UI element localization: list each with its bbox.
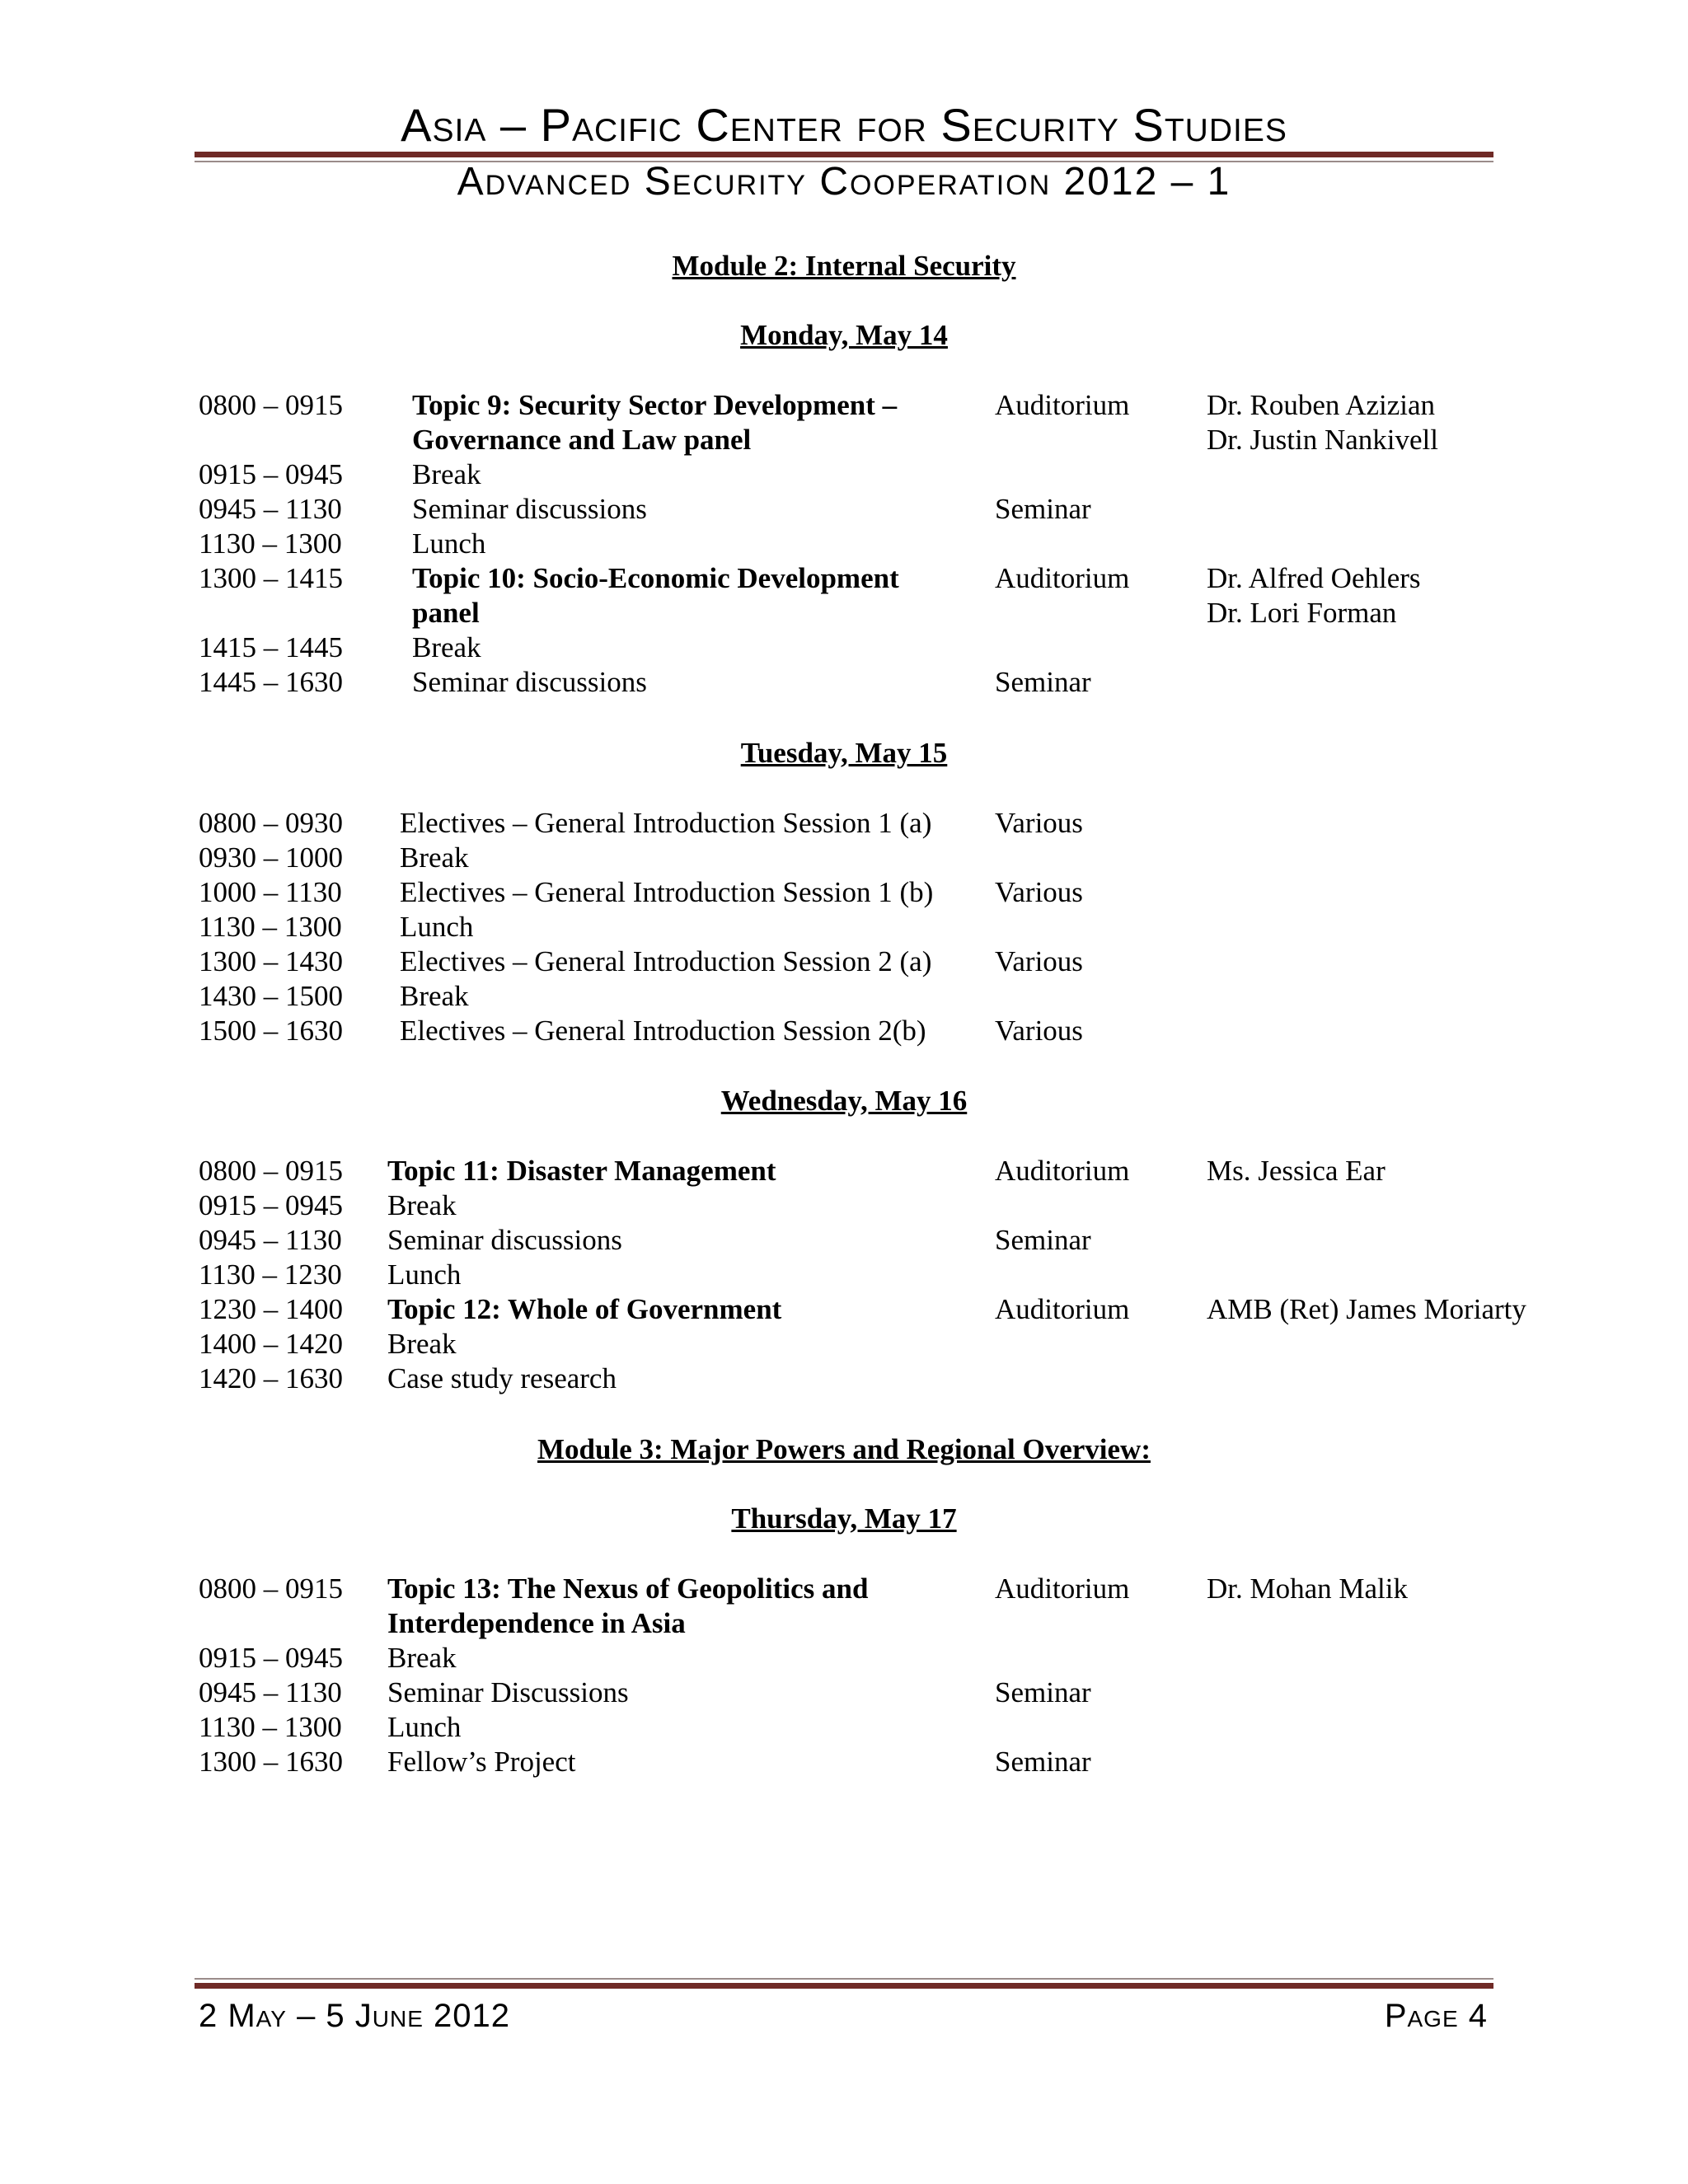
document-title: Asia – Pacific Center for Security Studies <box>401 99 1287 151</box>
session-title: Break <box>412 458 481 490</box>
location: Seminar <box>995 1224 1091 1256</box>
time-slot: 0915 – 0945 <box>199 1189 343 1221</box>
schedule-row <box>0 1745 1688 1814</box>
time-slot: 1445 – 1630 <box>199 666 343 698</box>
speaker: AMB (Ret) James Moriarty <box>1207 1293 1526 1325</box>
session-title: Electives – General Introduction Session 2(b) <box>400 1015 926 1047</box>
day-heading-tuesday: Tuesday, May 15 <box>740 737 948 769</box>
session-title: Topic 10: Socio-Economic Development <box>412 562 899 594</box>
page-number: Page 4 <box>1384 1998 1488 2034</box>
time-slot: 1130 – 1300 <box>199 911 342 943</box>
schedule-row <box>0 1361 1688 1431</box>
day-heading-monday: Monday, May 14 <box>740 319 948 351</box>
time-slot: 1130 – 1300 <box>199 1711 342 1743</box>
session-title-cont: Interdependence in Asia <box>387 1607 686 1639</box>
session-title: Break <box>387 1328 457 1360</box>
schedule-row <box>0 561 1688 630</box>
session-title-cont: Governance and Law panel <box>412 424 752 456</box>
time-slot: 1130 – 1300 <box>199 527 342 560</box>
location: Seminar <box>995 493 1091 525</box>
session-title: Topic 9: Security Sector Development – <box>412 389 898 421</box>
session-title: Topic 11: Disaster Management <box>387 1155 776 1187</box>
schedule-row <box>0 1014 1688 1083</box>
session-title: Electives – General Introduction Session 1 (a) <box>400 807 932 839</box>
session-title-cont: panel <box>412 597 480 629</box>
session-title: Seminar discussions <box>387 1224 622 1256</box>
speaker: Ms. Jessica Ear <box>1207 1155 1386 1187</box>
footer-dates: 2 May – 5 June 2012 <box>199 1998 510 2034</box>
session-title: Seminar Discussions <box>387 1676 629 1708</box>
day-heading-thursday: Thursday, May 17 <box>731 1502 957 1535</box>
location: Auditorium <box>995 1293 1130 1325</box>
schedule-row <box>0 388 1688 457</box>
session-title: Lunch <box>400 911 474 943</box>
time-slot: 0800 – 0915 <box>199 1572 343 1605</box>
session-title: Case study research <box>387 1362 617 1394</box>
speaker: Dr. Rouben Azizian <box>1207 389 1436 421</box>
location: Auditorium <box>995 1572 1130 1605</box>
schedule-row <box>0 1572 1688 1641</box>
time-slot: 1300 – 1415 <box>199 562 343 594</box>
speaker: Dr. Mohan Malik <box>1207 1572 1409 1605</box>
location: Seminar <box>995 666 1091 698</box>
time-slot: 1400 – 1420 <box>199 1328 343 1360</box>
location: Seminar <box>995 1676 1091 1708</box>
location: Auditorium <box>995 389 1130 421</box>
time-slot: 0800 – 0930 <box>199 807 343 839</box>
session-title: Lunch <box>387 1258 462 1291</box>
document-subtitle: Advanced Security Cooperation 2012 – 1 <box>457 160 1231 204</box>
session-title: Electives – General Introduction Session 1 (b) <box>400 876 934 908</box>
session-title: Break <box>400 841 469 874</box>
day-heading-wednesday: Wednesday, May 16 <box>720 1085 968 1117</box>
session-title: Seminar discussions <box>412 666 647 698</box>
time-slot: 0930 – 1000 <box>199 841 343 874</box>
session-title: Electives – General Introduction Session 2 (a) <box>400 945 932 977</box>
schedule-row <box>0 665 1688 734</box>
location: Various <box>995 876 1083 908</box>
time-slot: 0915 – 0945 <box>199 458 343 490</box>
location: Various <box>995 807 1083 839</box>
speaker: Dr. Lori Forman <box>1207 597 1397 629</box>
time-slot: 1130 – 1230 <box>199 1258 342 1291</box>
time-slot: 1420 – 1630 <box>199 1362 343 1394</box>
time-slot: 0945 – 1130 <box>199 493 342 525</box>
session-title: Break <box>400 980 469 1012</box>
time-slot: 1300 – 1630 <box>199 1746 343 1778</box>
session-title: Fellow’s Project <box>387 1746 576 1778</box>
time-slot: 1300 – 1430 <box>199 945 343 977</box>
location: Seminar <box>995 1746 1091 1778</box>
location: Various <box>995 945 1083 977</box>
time-slot: 0800 – 0915 <box>199 1155 343 1187</box>
session-title: Break <box>387 1189 457 1221</box>
session-title: Lunch <box>387 1711 462 1743</box>
location: Various <box>995 1015 1083 1047</box>
session-title: Break <box>387 1642 457 1674</box>
time-slot: 0915 – 0945 <box>199 1642 343 1674</box>
time-slot: 1000 – 1130 <box>199 876 342 908</box>
speaker: Dr. Justin Nankivell <box>1207 424 1438 456</box>
session-title: Seminar discussions <box>412 493 647 525</box>
speaker: Dr. Alfred Oehlers <box>1207 562 1421 594</box>
time-slot: 1415 – 1445 <box>199 631 343 663</box>
time-slot: 1430 – 1500 <box>199 980 343 1012</box>
footer-rule-thin <box>195 1978 1493 1980</box>
session-title: Topic 13: The Nexus of Geopolitics and <box>387 1572 869 1605</box>
session-title: Break <box>412 631 481 663</box>
location: Auditorium <box>995 562 1130 594</box>
footer-rule <box>195 1983 1493 1989</box>
session-title: Topic 12: Whole of Government <box>387 1293 782 1325</box>
time-slot: 1230 – 1400 <box>199 1293 343 1325</box>
session-title: Lunch <box>412 527 486 560</box>
time-slot: 0945 – 1130 <box>199 1224 342 1256</box>
header-rule <box>195 152 1493 157</box>
time-slot: 0945 – 1130 <box>199 1676 342 1708</box>
location: Auditorium <box>995 1155 1130 1187</box>
time-slot: 1500 – 1630 <box>199 1015 343 1047</box>
module-heading: Module 3: Major Powers and Regional Overview: <box>537 1433 1151 1465</box>
module-heading: Module 2: Internal Security <box>672 250 1016 282</box>
time-slot: 0800 – 0915 <box>199 389 343 421</box>
